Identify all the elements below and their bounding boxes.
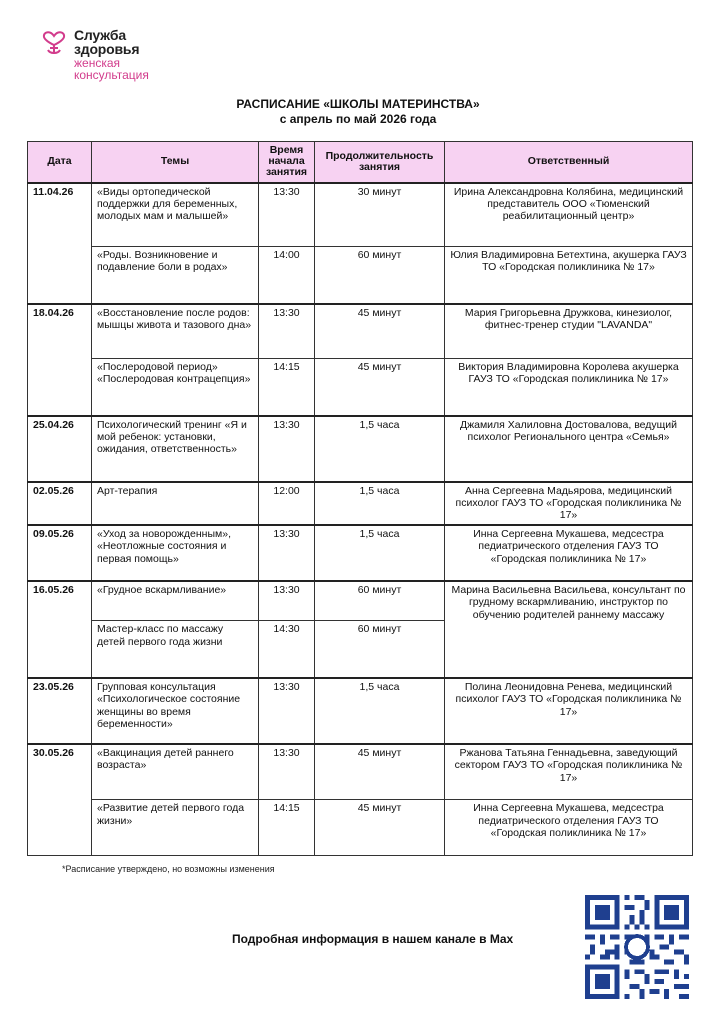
duration-cell: 45 минут xyxy=(315,359,445,416)
topic-cell: «Грудное вскармливание» xyxy=(92,581,259,621)
time-cell: 12:00 xyxy=(259,482,315,525)
topic-cell: Групповая консультация «Психологическое состояние женщины во время беременности» xyxy=(92,678,259,744)
topic-cell: «Вакцинация детей раннего возраста» xyxy=(92,744,259,800)
channel-info-text: Подробная информация в нашем канале в Max xyxy=(232,932,514,946)
qr-code-icon[interactable] xyxy=(585,895,689,999)
time-cell: 13:30 xyxy=(259,678,315,744)
date-cell: 09.05.26 xyxy=(28,525,92,581)
duration-cell: 45 минут xyxy=(315,304,445,359)
anchor-heart-icon xyxy=(40,26,68,56)
time-cell: 13:30 xyxy=(259,304,315,359)
responsible-cell: Инна Сергеевна Мукашева, медсестра педиатрического отделения ГАУЗ ТО «Городская поликлиника № 17» xyxy=(445,800,693,856)
header-topic: Темы xyxy=(92,142,259,183)
header-date: Дата xyxy=(28,142,92,183)
topic-cell: «Виды ортопедической поддержки для беременных, молодых мам и малышей» xyxy=(92,183,259,247)
time-cell: 14:00 xyxy=(259,247,315,304)
table-row xyxy=(28,183,693,247)
table-row xyxy=(28,416,693,482)
date-cell: 02.05.26 xyxy=(28,482,92,525)
topic-cell: «Уход за новорожденным», «Неотложные состояния и первая помощь» xyxy=(92,525,259,581)
time-cell: 14:30 xyxy=(259,621,315,678)
table-row xyxy=(28,800,693,856)
table-row xyxy=(28,744,693,800)
logo-text-line3: женская xyxy=(74,56,121,70)
logo xyxy=(40,26,200,86)
duration-cell: 45 минут xyxy=(315,744,445,800)
date-cell: 18.04.26 xyxy=(28,304,92,416)
duration-cell: 1,5 часа xyxy=(315,482,445,525)
table-row xyxy=(28,525,693,581)
table-row xyxy=(28,482,693,525)
time-cell: 13:30 xyxy=(259,581,315,621)
topic-cell: «Развитие детей первого года жизни» xyxy=(92,800,259,856)
responsible-cell: Ирина Александровна Колябина, медицинский представитель ООО «Тюменский реабилитационный центр» xyxy=(445,183,693,247)
date-cell: 30.05.26 xyxy=(28,744,92,856)
topic-cell: «Послеродовой период» «Послеродовая контрацепция» xyxy=(92,359,259,416)
topic-cell: «Роды. Возникновение и подавление боли в родах» xyxy=(92,247,259,304)
date-cell: 23.05.26 xyxy=(28,678,92,744)
responsible-cell: Виктория Владимировна Королева акушерка ГАУЗ ТО «Городская поликлиника № 17» xyxy=(445,359,693,416)
date-cell: 25.04.26 xyxy=(28,416,92,482)
topic-cell: Арт-терапия xyxy=(92,482,259,525)
duration-cell: 45 минут xyxy=(315,800,445,856)
duration-cell: 60 минут xyxy=(315,581,445,621)
header-duration: Продолжительность занятия xyxy=(315,142,445,183)
duration-cell: 1,5 часа xyxy=(315,525,445,581)
table-row xyxy=(28,678,693,744)
duration-cell: 1,5 часа xyxy=(315,678,445,744)
page-title: РАСПИСАНИЕ «ШКОЛЫ МАТЕРИНСТВА» xyxy=(236,97,480,111)
time-cell: 14:15 xyxy=(259,800,315,856)
table-row xyxy=(28,247,693,304)
responsible-cell: Анна Сергеевна Мадьярова, медицинский психолог ГАУЗ ТО «Городская поликлиника № 17» xyxy=(445,482,693,525)
table-row xyxy=(28,581,693,621)
time-cell: 14:15 xyxy=(259,359,315,416)
topic-cell: Психологический тренинг «Я и мой ребенок: установки, ожидания, ответственность» xyxy=(92,416,259,482)
logo-text-line1: Служба xyxy=(74,27,126,43)
logo-text-line4: консультация xyxy=(74,68,149,82)
responsible-cell: Юлия Владимировна Бетехтина, акушерка ГАУЗ ТО «Городская поликлиника № 17» xyxy=(445,247,693,304)
responsible-cell: Марина Васильевна Васильева, консультант по грудному вскармливанию, инструктор по обучению родителей раннему массажу xyxy=(445,581,693,678)
header-time: Время начала занятия xyxy=(259,142,315,183)
page-subtitle: с апрель по май 2026 года xyxy=(279,112,437,126)
responsible-cell: Джамиля Халиловна Достовалова, ведущий психолог Регионального центра «Семья» xyxy=(445,416,693,482)
schedule-table xyxy=(27,141,693,856)
duration-cell: 1,5 часа xyxy=(315,416,445,482)
table-header-row xyxy=(28,142,693,183)
duration-cell: 60 минут xyxy=(315,621,445,678)
topic-cell: «Восстановление после родов: мышцы живота и тазового дна» xyxy=(92,304,259,359)
responsible-cell: Ржанова Татьяна Геннадьевна, заведующий сектором ГАУЗ ТО «Городская поликлиника № 17» xyxy=(445,744,693,800)
date-cell: 11.04.26 xyxy=(28,183,92,304)
time-cell: 13:30 xyxy=(259,416,315,482)
time-cell: 13:30 xyxy=(259,525,315,581)
table-row xyxy=(28,304,693,359)
header-responsible: Ответственный xyxy=(445,142,693,183)
table-row xyxy=(28,359,693,416)
responsible-cell: Полина Леонидовна Ренева, медицинский психолог ГАУЗ ТО «Городская поликлиника № 17» xyxy=(445,678,693,744)
time-cell: 13:30 xyxy=(259,744,315,800)
responsible-cell: Инна Сергеевна Мукашева, медсестра педиатрического отделения ГАУЗ ТО «Городская поликлиника № 17» xyxy=(445,525,693,581)
footnote: *Расписание утверждено, но возможны изменения xyxy=(62,864,275,874)
logo-text-line2: здоровья xyxy=(74,41,140,57)
duration-cell: 60 минут xyxy=(315,247,445,304)
topic-cell: Мастер-класс по массажу детей первого года жизни xyxy=(92,621,259,678)
date-cell: 16.05.26 xyxy=(28,581,92,678)
time-cell: 13:30 xyxy=(259,183,315,247)
responsible-cell: Мария Григорьевна Дружкова, кинезиолог, фитнес-тренер студии "LAVANDA" xyxy=(445,304,693,359)
duration-cell: 30 минут xyxy=(315,183,445,247)
